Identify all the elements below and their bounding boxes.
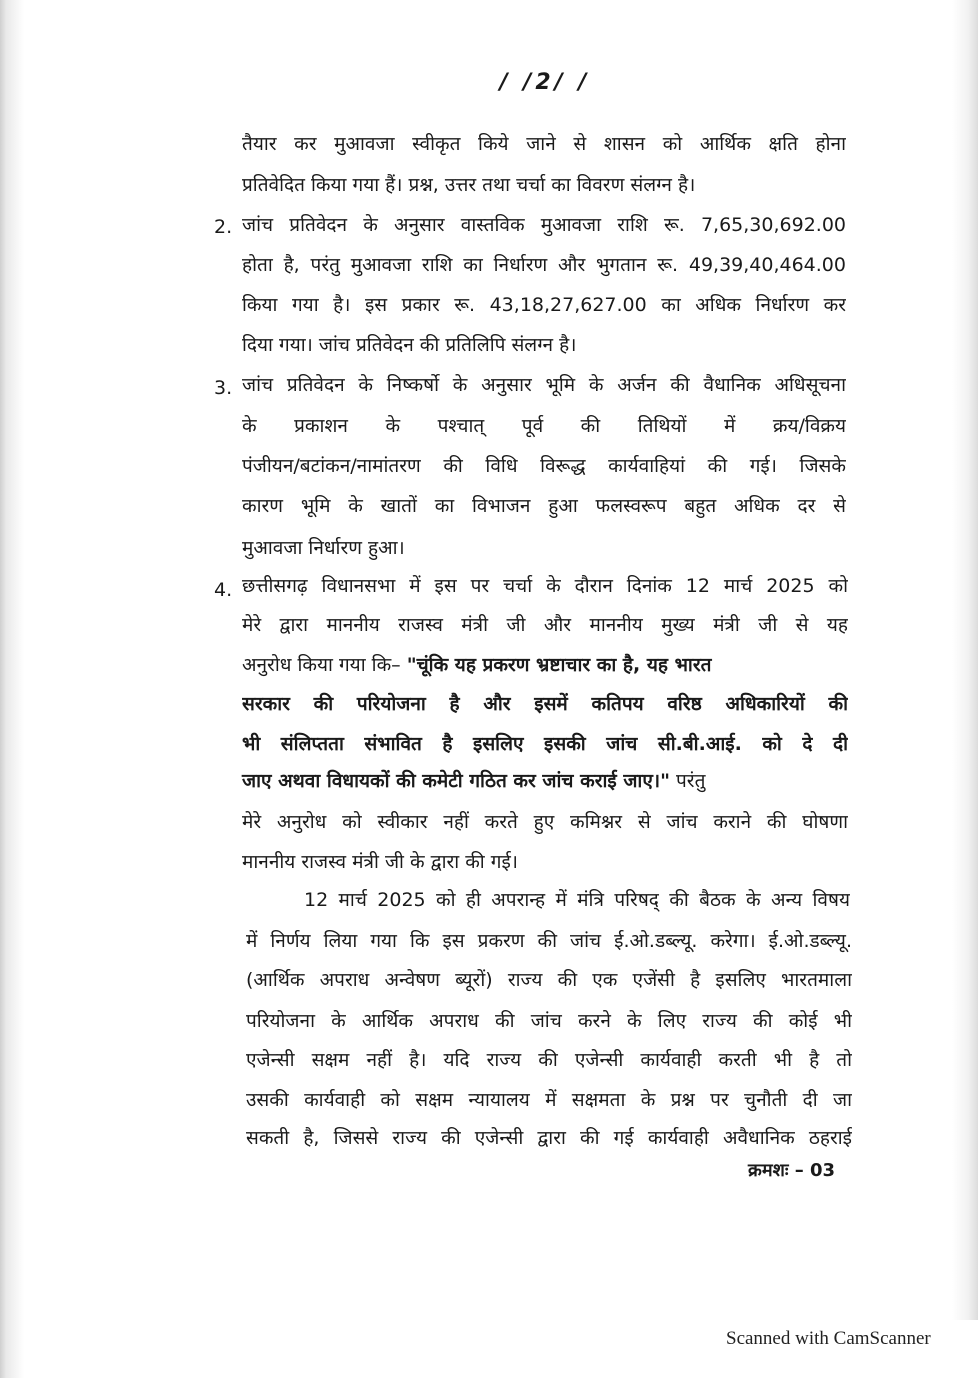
p5-line-2: में निर्णय लिया गया कि इस प्रकरण की जांच ई.ओ.डब्ल्यू. करेगा। ई.ओ.डब्ल्यू.	[246, 930, 852, 952]
p4-number: 4.	[214, 579, 233, 601]
p2-line-3: किया गया है। इस प्रकार रू. 43,18,27,627.00 का अधिक निर्धारण कर	[242, 294, 846, 316]
p4-quote-start: "चूंकि यह प्रकरण भ्रष्टाचार का है, यह भारत	[406, 654, 712, 676]
p4-quote-line-2: सरकार की परियोजना है और इसमें कतिपय वरिष्ठ अधिकारियों की	[242, 693, 848, 715]
p5-line-7: सकती है, जिससे राज्य की एजेन्सी द्वारा की गई कार्यवाही अवैधानिक ठहराई	[246, 1127, 852, 1149]
p4-line-6-suffix: परंतु	[676, 770, 706, 792]
p4-line-7: मेरे अनुरोध को स्वीकार नहीं करते हुए कमिश्नर से जांच कराने की घोषणा	[242, 811, 848, 833]
p3-line-5: मुआवजा निर्धारण हुआ।	[242, 537, 405, 559]
p2-line-1: जांच प्रतिवेदन के अनुसार वास्तविक मुआवजा राशि रू. 7,65,30,692.00	[242, 214, 846, 236]
p4-line-6	[242, 768, 850, 794]
continued-marker: क्रमशः – 03	[748, 1160, 836, 1181]
camscanner-watermark: Scanned with CamScanner	[726, 1328, 931, 1349]
p4-line-3	[242, 652, 848, 678]
p3-line-2: के प्रकाशन के पश्चात् पूर्व की तिथियों में क्रय/विक्रय	[242, 415, 846, 437]
p3-line-4: कारण भूमि के खातों का विभाजन हुआ फलस्वरूप बहुत अधिक दर से	[242, 495, 846, 517]
p3-line-3: पंजीयन/बटांकन/नामांतरण की विधि विरूद्ध कार्यवाहियां की गई। जिसके	[242, 455, 846, 477]
p1-line-2: प्रतिवेदित किया गया हैं। प्रश्न, उत्तर तथा चर्चा का विवरण संलग्न है।	[242, 174, 696, 196]
p5-line-1: 12 मार्च 2025 को ही अपरान्ह में मंत्रि परिषद् की बैठक के अन्य विषय	[304, 889, 850, 911]
p5-line-4: परियोजना के आर्थिक अपराध की जांच करने के लिए राज्य की कोई भी	[246, 1010, 852, 1032]
page-number: / /2/ /	[499, 70, 591, 95]
p4-line-1: छत्तीसगढ़ विधानसभा में इस पर चर्चा के दौरान दिनांक 12 मार्च 2025 को	[242, 575, 848, 597]
p4-line-3-prefix: अनुरोध किया गया कि–	[242, 654, 401, 676]
p5-line-6: उसकी कार्यवाही को सक्षम न्यायालय में सक्षमता के प्रश्न पर चुनौती दी जा	[246, 1089, 852, 1111]
page-shadow-left	[0, 0, 24, 1378]
p4-quote-end: जाए अथवा विधायकों की कमेटी गठित कर जांच कराई जाए।"	[242, 770, 670, 792]
p5-line-3: (आर्थिक अपराध अन्वेषण ब्यूरों) राज्य की एक एजेंसी है इसलिए भारतमाला	[246, 969, 852, 991]
p4-line-2: मेरे द्वारा माननीय राजस्व मंत्री जी और माननीय मुख्य मंत्री जी से यह	[242, 614, 848, 636]
p3-line-1: जांच प्रतिवेदन के निष्कर्षो के अनुसार भूमि के अर्जन की वैधानिक अधिसूचना	[242, 374, 846, 396]
p2-number: 2.	[214, 216, 233, 238]
p5-line-5: एजेन्सी सक्षम नहीं है। यदि राज्य की एजेन्सी कार्यवाही करती भी है तो	[246, 1049, 852, 1071]
p2-line-2: होता है, परंतु मुआवजा राशि का निर्धारण और भुगतान रू. 49,39,40,464.00	[242, 254, 846, 276]
p2-line-4: दिया गया। जांच प्रतिवेदन की प्रतिलिपि संलग्न है।	[242, 334, 577, 356]
p4-quote-line-3: भी संलिप्तता संभावित है इसलिए इसकी जांच सी.बी.आई. को दे दी	[242, 733, 848, 755]
page-shadow-right	[952, 0, 978, 1320]
p4-line-8: माननीय राजस्व मंत्री जी के द्वारा की गई।	[242, 851, 518, 873]
p1-line-1: तैयार कर मुआवजा स्वीकृत किये जाने से शासन को आर्थिक क्षति होना	[242, 133, 846, 155]
p3-number: 3.	[214, 377, 233, 399]
